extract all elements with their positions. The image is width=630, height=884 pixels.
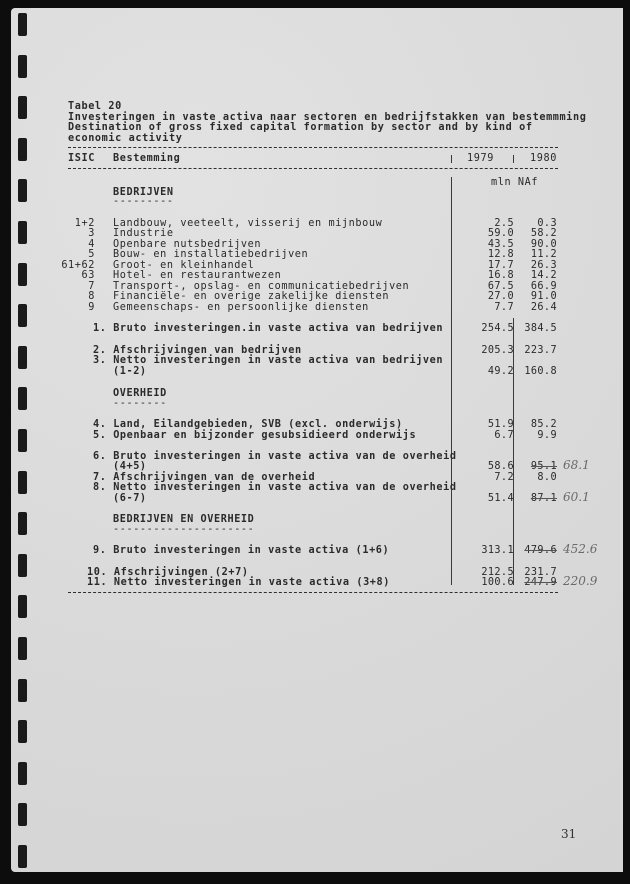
value-1980: 14.2 [530, 270, 557, 281]
total-row-label: 10. Afschrijvingen (2+7) [87, 567, 249, 578]
value-1979: 212.5 [481, 567, 514, 578]
handwritten-correction: 220.9 [563, 574, 598, 588]
binding-hole [18, 138, 27, 161]
isic-code: 9 [88, 302, 95, 313]
row-label: Groot- en kleinhandel [113, 260, 255, 271]
total-row-label: 2. Afschrijvingen van bedrijven [93, 345, 302, 356]
value-1980: 85.2 [530, 419, 557, 430]
binding-hole [18, 845, 27, 868]
value-1980: 58.2 [530, 228, 557, 239]
section-heading-overheid: OVERHEID [113, 388, 167, 399]
section-underline: -------- [113, 398, 167, 409]
value-1980: 9.9 [537, 430, 557, 441]
row-label: Financiële- en overige zakelijke diensten [113, 291, 390, 302]
value-1980: 11.2 [530, 249, 557, 260]
binding-hole [18, 720, 27, 743]
total-row-label: 5. Openbaar en bijzonder gesubsidieerd onderwijs [93, 430, 417, 441]
value-1979: 7.7 [494, 302, 514, 313]
value-1980: 66.9 [530, 281, 557, 292]
binding-hole [18, 96, 27, 119]
total-row-label: 1. Bruto investeringen.in vaste activa van bedrijven [93, 323, 444, 334]
value-1979: 51.4 [487, 493, 514, 504]
binding-hole [18, 13, 27, 36]
value-1979: 100.6 [481, 577, 514, 588]
binding-hole [18, 803, 27, 826]
unit-label: mln NAf [491, 177, 539, 188]
binding-hole [18, 55, 27, 78]
handwritten-correction: 60.1 [563, 490, 590, 504]
total-row-label: 8. Netto investeringen in vaste activa van de overheid [93, 482, 457, 493]
isic-code: 5 [88, 249, 95, 260]
value-1979: 205.3 [481, 345, 514, 356]
value-1979: 313.1 [481, 545, 514, 556]
header-year-1979: 1979 [467, 153, 494, 164]
divider-bottom [68, 592, 558, 593]
row-label: Gemeenschaps- en persoonlijke diensten [113, 302, 369, 313]
binding-hole [18, 429, 27, 452]
value-1980: 26.4 [530, 302, 557, 313]
isic-code: 63 [81, 270, 95, 281]
binding-hole [18, 637, 27, 660]
binding-hole [18, 304, 27, 327]
binding-hole [18, 762, 27, 785]
value-1980: 8.0 [537, 472, 557, 483]
value-1979: 67.5 [487, 281, 514, 292]
value-1979: 49.2 [487, 366, 514, 377]
section-underline: --------------------- [113, 524, 255, 535]
table-subtitle-nl: Investeringen in vaste activa naar sectoren en bedrijfstakken van bestemmming [68, 112, 587, 123]
divider [68, 147, 558, 148]
row-label: Landbouw, veeteelt, visserij en mijnbouw [113, 218, 383, 229]
column-separator [451, 155, 452, 163]
binding-hole [18, 512, 27, 535]
binding-hole [18, 471, 27, 494]
total-row-label: 11. Netto investeringen in vaste activa (3+8) [87, 577, 391, 588]
value-1979: 43.5 [487, 239, 514, 250]
table-title: Tabel 20 [68, 101, 122, 112]
header-isic: ISIC [68, 153, 95, 164]
value-1980: 231.7 [524, 567, 557, 578]
value-1980: 223.7 [524, 345, 557, 356]
binding-hole [18, 346, 27, 369]
handwritten-correction: 452.6 [563, 542, 598, 556]
isic-code: 3 [88, 228, 95, 239]
value-1980-struck: 479.6 [524, 545, 557, 556]
total-row-label: 3. Netto investeringen in vaste activa van bedrijven [93, 355, 444, 366]
row-label: Industrie [113, 228, 174, 239]
binding-hole [18, 179, 27, 202]
handwritten-correction: 68.1 [563, 458, 590, 472]
row-label: Bouw- en installatiebedrijven [113, 249, 309, 260]
value-1979: 2.5 [494, 218, 514, 229]
total-row-label: 7. Afschrijvingen van de overheid [93, 472, 316, 483]
binding-hole [18, 387, 27, 410]
value-1980: 90.0 [530, 239, 557, 250]
page-number: 31 [561, 827, 577, 841]
isic-code: 1+2 [74, 218, 95, 229]
value-1979: 7.2 [494, 472, 514, 483]
value-1979: 6.7 [494, 430, 514, 441]
section-heading-bedrijven-en-overheid: BEDRIJVEN EN OVERHEID [113, 514, 255, 525]
isic-code: 4 [88, 239, 95, 250]
section-heading-bedrijven: BEDRIJVEN [113, 187, 174, 198]
value-1979: 27.0 [487, 291, 514, 302]
value-1980-struck: 247.9 [524, 577, 557, 588]
binding-hole [18, 595, 27, 618]
divider [68, 168, 558, 169]
binding-hole [18, 554, 27, 577]
isic-code: 7 [88, 281, 95, 292]
value-1980: 91.0 [530, 291, 557, 302]
total-row-formula: (4+5) [113, 461, 147, 472]
total-row-label: 9. Bruto investeringen in vaste activa (1+6) [93, 545, 390, 556]
value-1980: 384.5 [524, 323, 557, 334]
value-1979: 58.6 [487, 461, 514, 472]
column-separator [513, 155, 514, 163]
value-1980: 26.3 [530, 260, 557, 271]
value-1979: 12.8 [487, 249, 514, 260]
header-bestemming: Bestemming [113, 153, 181, 164]
value-1980: 0.3 [537, 218, 557, 229]
value-1980-struck: 87.1 [530, 493, 557, 504]
isic-code: 61+62 [61, 260, 95, 271]
table-subtitle-en-1: Destination of gross fixed capital formation by sector and by kind of [68, 122, 533, 133]
column-separator-left [451, 177, 452, 585]
value-1979: 59.0 [487, 228, 514, 239]
row-label: Hotel- en restaurantwezen [113, 270, 282, 281]
total-row-label: 6. Bruto investeringen in vaste activa van de overheid [93, 451, 457, 462]
table-subtitle-en-2: economic activity [68, 133, 183, 144]
header-year-1980: 1980 [530, 153, 557, 164]
value-1980: 160.8 [524, 366, 557, 377]
value-1979: 16.8 [487, 270, 514, 281]
value-1979: 254.5 [481, 323, 514, 334]
total-row-formula: (6-7) [113, 493, 147, 504]
value-1979: 51.9 [487, 419, 514, 430]
row-label: Transport-, opslag- en communicatiebedrijven [113, 281, 410, 292]
value-1979: 17.7 [487, 260, 514, 271]
total-row-label: 4. Land, Eilandgebieden, SVB (excl. onderwijs) [93, 419, 403, 430]
binding-hole [18, 221, 27, 244]
total-row-formula: (1-2) [113, 366, 147, 377]
row-label: Openbare nutsbedrijven [113, 239, 262, 250]
section-underline: --------- [113, 196, 174, 207]
binding-hole [18, 263, 27, 286]
isic-code: 8 [88, 291, 95, 302]
binding-hole [18, 679, 27, 702]
value-1980-struck: 95.1 [530, 461, 557, 472]
